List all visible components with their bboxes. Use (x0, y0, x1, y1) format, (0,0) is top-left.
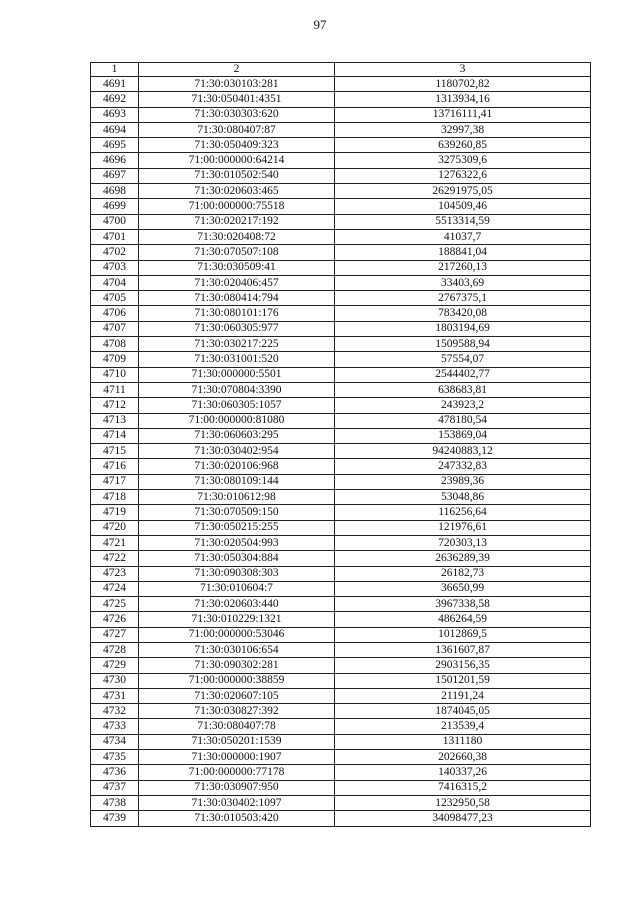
row-number-cell: 4717 (91, 474, 139, 489)
cadastral-number-cell: 71:30:020504:993 (139, 535, 335, 550)
table-row (91, 811, 591, 826)
page-number: 97 (313, 17, 327, 32)
table-row (91, 260, 591, 275)
table-row (91, 520, 591, 535)
table-row (91, 688, 591, 703)
cadastral-number-cell: 71:30:050304:884 (139, 551, 335, 566)
table-row (91, 367, 591, 382)
row-number-cell: 4739 (91, 811, 139, 826)
cadastral-number-cell: 71:30:020607:105 (139, 688, 335, 703)
value-cell: 217260,13 (335, 260, 591, 275)
value-cell: 202660,38 (335, 750, 591, 765)
row-number-cell: 4722 (91, 551, 139, 566)
value-cell: 1509588,94 (335, 337, 591, 352)
row-number-cell: 4714 (91, 428, 139, 443)
row-number-cell: 4706 (91, 306, 139, 321)
value-cell: 1012869,5 (335, 627, 591, 642)
table-row (91, 750, 591, 765)
value-cell: 243923,2 (335, 398, 591, 413)
row-number-cell: 4701 (91, 229, 139, 244)
table-row (91, 581, 591, 596)
row-number-cell: 4712 (91, 398, 139, 413)
cadastral-number-cell: 71:30:000000:5501 (139, 367, 335, 382)
value-cell: 116256,64 (335, 505, 591, 520)
value-cell: 2636289,39 (335, 551, 591, 566)
table-row (91, 229, 591, 244)
value-cell: 140337,26 (335, 765, 591, 780)
cadastral-number-cell: 71:30:050401:4351 (139, 92, 335, 107)
row-number-cell: 4696 (91, 153, 139, 168)
row-number-cell: 4692 (91, 92, 139, 107)
row-number-cell: 4723 (91, 566, 139, 581)
cadastral-number-cell: 71:30:020106:968 (139, 459, 335, 474)
cadastral-number-cell: 71:30:090302:281 (139, 658, 335, 673)
cadastral-number-cell: 71:30:010604:7 (139, 581, 335, 596)
table-row (91, 214, 591, 229)
cadastral-number-cell: 71:30:080109:144 (139, 474, 335, 489)
table-row (91, 795, 591, 810)
row-number-cell: 4721 (91, 535, 139, 550)
row-number-cell: 4691 (91, 77, 139, 92)
value-cell: 57554,07 (335, 352, 591, 367)
cadastral-number-cell: 71:30:050215:255 (139, 520, 335, 535)
row-number-cell: 4703 (91, 260, 139, 275)
value-cell: 1803194,69 (335, 321, 591, 336)
row-number-cell: 4736 (91, 765, 139, 780)
cadastral-number-cell: 71:30:010612:98 (139, 490, 335, 505)
table-row (91, 321, 591, 336)
value-cell: 153869,04 (335, 428, 591, 443)
cadastral-number-cell: 71:30:080101:176 (139, 306, 335, 321)
table-row (91, 673, 591, 688)
table-row (91, 107, 591, 122)
value-cell: 478180,54 (335, 413, 591, 428)
column-header-2: 2 (139, 63, 335, 77)
value-cell: 1313934,16 (335, 92, 591, 107)
table-row (91, 199, 591, 214)
table-row (91, 612, 591, 627)
row-number-cell: 4729 (91, 658, 139, 673)
table-row (91, 428, 591, 443)
table-row (91, 704, 591, 719)
row-number-cell: 4699 (91, 199, 139, 214)
value-cell: 213539,4 (335, 719, 591, 734)
table-row (91, 291, 591, 306)
cadastral-number-cell: 71:30:020406:457 (139, 275, 335, 290)
value-cell: 783420,08 (335, 306, 591, 321)
table-row (91, 642, 591, 657)
table-row (91, 658, 591, 673)
table-row (91, 780, 591, 795)
value-cell: 104509,46 (335, 199, 591, 214)
table-header-row (91, 63, 591, 77)
value-cell: 2767375,1 (335, 291, 591, 306)
cadastral-number-cell: 71:00:000000:81080 (139, 413, 335, 428)
cadastral-number-cell: 71:30:000000:1907 (139, 750, 335, 765)
row-number-cell: 4700 (91, 214, 139, 229)
table-row (91, 275, 591, 290)
table-row (91, 245, 591, 260)
cadastral-number-cell: 71:30:031001:520 (139, 352, 335, 367)
row-number-cell: 4733 (91, 719, 139, 734)
table-row (91, 505, 591, 520)
row-number-cell: 4709 (91, 352, 139, 367)
table-row (91, 382, 591, 397)
row-number-cell: 4719 (91, 505, 139, 520)
value-cell: 1180702,82 (335, 77, 591, 92)
row-number-cell: 4732 (91, 704, 139, 719)
value-cell: 3967338,58 (335, 597, 591, 612)
row-number-cell: 4715 (91, 444, 139, 459)
table-body (91, 77, 591, 827)
cadastral-number-cell: 71:30:060305:977 (139, 321, 335, 336)
row-number-cell: 4725 (91, 597, 139, 612)
value-cell: 94240883,12 (335, 444, 591, 459)
row-number-cell: 4735 (91, 750, 139, 765)
value-cell: 33403,69 (335, 275, 591, 290)
cadastral-number-cell: 71:30:080407:78 (139, 719, 335, 734)
value-cell: 720303,13 (335, 535, 591, 550)
table-row (91, 337, 591, 352)
cadastral-number-cell: 71:30:030303:620 (139, 107, 335, 122)
table-row (91, 551, 591, 566)
value-cell: 36650,99 (335, 581, 591, 596)
cadastral-number-cell: 71:30:020603:465 (139, 184, 335, 199)
value-cell: 7416315,2 (335, 780, 591, 795)
cadastral-number-cell: 71:30:030402:1097 (139, 795, 335, 810)
cadastral-number-cell: 71:30:010229:1321 (139, 612, 335, 627)
table-row (91, 352, 591, 367)
cadastral-number-cell: 71:30:030827:392 (139, 704, 335, 719)
table-row (91, 413, 591, 428)
cadastral-number-cell: 71:00:000000:77178 (139, 765, 335, 780)
row-number-cell: 4718 (91, 490, 139, 505)
table-row (91, 627, 591, 642)
value-cell: 26182,73 (335, 566, 591, 581)
row-number-cell: 4713 (91, 413, 139, 428)
cadastral-number-cell: 71:30:020408:72 (139, 229, 335, 244)
row-number-cell: 4702 (91, 245, 139, 260)
cadastral-number-cell: 71:30:030217:225 (139, 337, 335, 352)
row-number-cell: 4728 (91, 642, 139, 657)
value-cell: 13716111,41 (335, 107, 591, 122)
cadastral-number-cell: 71:30:020217:192 (139, 214, 335, 229)
row-number-cell: 4710 (91, 367, 139, 382)
table-row (91, 184, 591, 199)
row-number-cell: 4694 (91, 122, 139, 137)
value-cell: 32997,38 (335, 122, 591, 137)
value-cell: 1276322,6 (335, 168, 591, 183)
table-row (91, 77, 591, 92)
cadastral-number-cell: 71:30:070509:150 (139, 505, 335, 520)
row-number-cell: 4727 (91, 627, 139, 642)
value-cell: 2903156,35 (335, 658, 591, 673)
row-number-cell: 4708 (91, 337, 139, 352)
cadastral-number-cell: 71:30:030106:654 (139, 642, 335, 657)
data-table-container (90, 62, 591, 827)
row-number-cell: 4716 (91, 459, 139, 474)
table-row (91, 122, 591, 137)
value-cell: 21191,24 (335, 688, 591, 703)
value-cell: 26291975,05 (335, 184, 591, 199)
cadastral-number-cell: 71:30:010503:420 (139, 811, 335, 826)
cadastral-number-cell: 71:30:020603:440 (139, 597, 335, 612)
cadastral-number-cell: 71:00:000000:38859 (139, 673, 335, 688)
cadastral-number-cell: 71:30:070804:3390 (139, 382, 335, 397)
table-row (91, 474, 591, 489)
value-cell: 121976,61 (335, 520, 591, 535)
row-number-cell: 4726 (91, 612, 139, 627)
cadastral-number-cell: 71:30:080414:794 (139, 291, 335, 306)
row-number-cell: 4737 (91, 780, 139, 795)
value-cell: 5513314,59 (335, 214, 591, 229)
cadastral-number-cell: 71:30:070507:108 (139, 245, 335, 260)
table-row (91, 398, 591, 413)
value-cell: 1311180 (335, 734, 591, 749)
table-row (91, 153, 591, 168)
table-row (91, 92, 591, 107)
table-row (91, 168, 591, 183)
table-row (91, 306, 591, 321)
row-number-cell: 4693 (91, 107, 139, 122)
table-row (91, 597, 591, 612)
cadastral-number-cell: 71:30:060603:295 (139, 428, 335, 443)
cadastral-number-cell: 71:30:030509:41 (139, 260, 335, 275)
cadastral-number-cell: 71:00:000000:64214 (139, 153, 335, 168)
table-row (91, 138, 591, 153)
value-cell: 23989,36 (335, 474, 591, 489)
column-header-3: 3 (335, 63, 591, 77)
cadastral-number-cell: 71:30:050201:1539 (139, 734, 335, 749)
row-number-cell: 4731 (91, 688, 139, 703)
cadastral-number-cell: 71:30:030402:954 (139, 444, 335, 459)
cadastral-number-cell: 71:30:080407:87 (139, 122, 335, 137)
row-number-cell: 4730 (91, 673, 139, 688)
value-cell: 638683,81 (335, 382, 591, 397)
row-number-cell: 4738 (91, 795, 139, 810)
value-cell: 486264,59 (335, 612, 591, 627)
table-row (91, 566, 591, 581)
table-row (91, 459, 591, 474)
row-number-cell: 4720 (91, 520, 139, 535)
row-number-cell: 4734 (91, 734, 139, 749)
value-cell: 639260,85 (335, 138, 591, 153)
value-cell: 247332,83 (335, 459, 591, 474)
table-row (91, 765, 591, 780)
row-number-cell: 4695 (91, 138, 139, 153)
table-row (91, 444, 591, 459)
row-number-cell: 4704 (91, 275, 139, 290)
value-cell: 3275309,6 (335, 153, 591, 168)
value-cell: 2544402,77 (335, 367, 591, 382)
cadastral-number-cell: 71:00:000000:75518 (139, 199, 335, 214)
cadastral-number-cell: 71:30:050409:323 (139, 138, 335, 153)
value-cell: 188841,04 (335, 245, 591, 260)
cadastral-number-cell: 71:30:090308:303 (139, 566, 335, 581)
value-cell: 1232950,58 (335, 795, 591, 810)
column-header-1: 1 (91, 63, 139, 77)
cadastral-number-cell: 71:30:030103:281 (139, 77, 335, 92)
value-cell: 53048,86 (335, 490, 591, 505)
value-cell: 1874045,05 (335, 704, 591, 719)
table-row (91, 490, 591, 505)
row-number-cell: 4724 (91, 581, 139, 596)
row-number-cell: 4705 (91, 291, 139, 306)
row-number-cell: 4707 (91, 321, 139, 336)
table-row (91, 734, 591, 749)
cadastral-number-cell: 71:30:010502:540 (139, 168, 335, 183)
table-row (91, 719, 591, 734)
cadastral-number-cell: 71:00:000000:53046 (139, 627, 335, 642)
cadastral-number-cell: 71:30:030907:950 (139, 780, 335, 795)
data-table (90, 62, 591, 827)
row-number-cell: 4711 (91, 382, 139, 397)
value-cell: 41037,7 (335, 229, 591, 244)
row-number-cell: 4697 (91, 168, 139, 183)
value-cell: 34098477,23 (335, 811, 591, 826)
value-cell: 1361607,87 (335, 642, 591, 657)
row-number-cell: 4698 (91, 184, 139, 199)
table-row (91, 535, 591, 550)
value-cell: 1501201,59 (335, 673, 591, 688)
cadastral-number-cell: 71:30:060305:1057 (139, 398, 335, 413)
